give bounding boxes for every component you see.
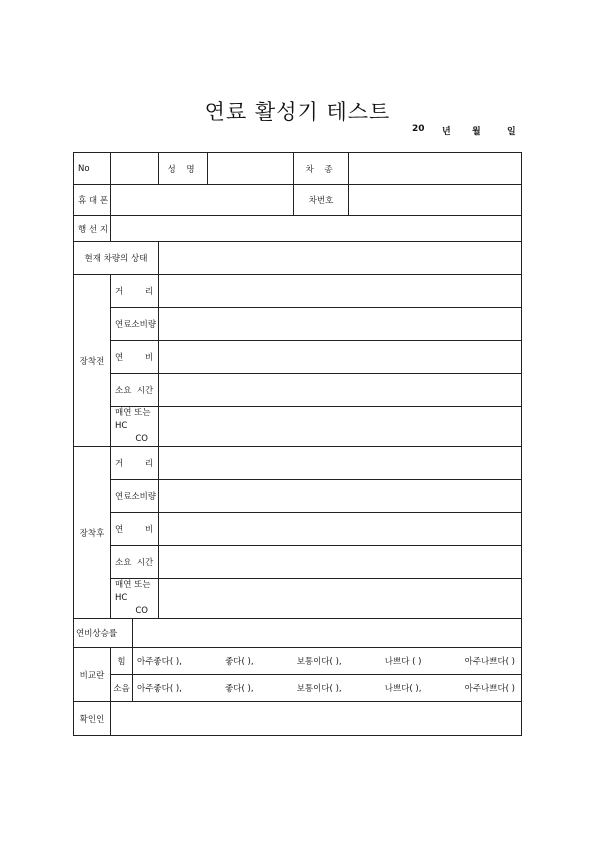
confirm-label: 확인인 bbox=[74, 702, 111, 736]
before-label: 장착전 bbox=[74, 275, 111, 447]
option-normal[interactable]: 보통이다( ), bbox=[296, 684, 342, 694]
page-title: 연료 활성기 테스트 bbox=[204, 100, 391, 124]
option-bad[interactable]: 나쁘다 ( ) bbox=[384, 657, 422, 667]
option-normal[interactable]: 보통이다( ), bbox=[296, 657, 342, 667]
date-year-unit: 년 bbox=[442, 127, 451, 137]
option-very-bad[interactable]: 아주나쁘다( ) bbox=[464, 657, 515, 667]
before-time-field[interactable] bbox=[159, 374, 522, 407]
phone-field[interactable] bbox=[111, 185, 294, 216]
after-emission-line1: 매연 또는 HC bbox=[115, 580, 151, 603]
before-fuel-field[interactable] bbox=[159, 308, 522, 341]
before-efficiency-label: 연 비 bbox=[111, 341, 159, 374]
before-fuel-label: 연료소비량 bbox=[111, 308, 159, 341]
before-emission-field[interactable] bbox=[159, 407, 522, 447]
condition-label: 현재 차량의 상태 bbox=[74, 242, 159, 275]
no-field[interactable] bbox=[111, 153, 159, 185]
compare-label: 비교란 bbox=[74, 648, 111, 702]
before-distance-field[interactable] bbox=[159, 275, 522, 308]
after-efficiency-label: 연 비 bbox=[111, 513, 159, 546]
condition-field[interactable] bbox=[159, 242, 522, 275]
after-emission-label bbox=[111, 579, 159, 619]
efficiency-rate-label: 연비상승률 bbox=[74, 619, 133, 648]
after-fuel-label: 연료소비량 bbox=[111, 480, 159, 513]
date-day-unit: 일 bbox=[507, 127, 516, 137]
compare-power-options[interactable] bbox=[133, 648, 522, 675]
option-good[interactable]: 좋다( ), bbox=[225, 684, 254, 694]
after-label: 장착후 bbox=[74, 447, 111, 619]
after-time-field[interactable] bbox=[159, 546, 522, 579]
after-distance-field[interactable] bbox=[159, 447, 522, 480]
before-emission-line1: 매연 또는 HC bbox=[115, 408, 151, 431]
before-time-label: 소요 시간 bbox=[111, 374, 159, 407]
option-very-good[interactable]: 아주좋다( ), bbox=[137, 684, 182, 694]
car-number-field[interactable] bbox=[349, 185, 522, 216]
no-label: No bbox=[74, 153, 111, 185]
date-month-unit: 월 bbox=[472, 127, 481, 137]
before-emission-label bbox=[111, 407, 159, 447]
after-fuel-field[interactable] bbox=[159, 480, 522, 513]
car-model-label: 차 종 bbox=[294, 153, 349, 185]
phone-label: 휴 대 폰 bbox=[74, 185, 111, 216]
car-number-label: 차번호 bbox=[294, 185, 349, 216]
compare-noise-options[interactable] bbox=[133, 675, 522, 702]
before-distance-label: 거 리 bbox=[111, 275, 159, 308]
car-model-field[interactable] bbox=[349, 153, 522, 185]
name-field[interactable] bbox=[208, 153, 294, 185]
name-label: 성 명 bbox=[159, 153, 208, 185]
address-field[interactable] bbox=[111, 216, 522, 242]
after-emission-line2: CO bbox=[135, 606, 148, 616]
option-good[interactable]: 좋다( ), bbox=[225, 657, 254, 667]
before-efficiency-field[interactable] bbox=[159, 341, 522, 374]
after-time-label: 소요 시간 bbox=[111, 546, 159, 579]
option-very-good[interactable]: 아주좋다( ), bbox=[137, 657, 182, 667]
option-very-bad[interactable]: 아주나쁘다( ) bbox=[464, 684, 515, 694]
date-year: 20 bbox=[412, 124, 425, 134]
efficiency-rate-field[interactable] bbox=[133, 619, 522, 648]
confirm-field[interactable] bbox=[111, 702, 522, 736]
before-emission-line2: CO bbox=[135, 434, 148, 444]
after-efficiency-field[interactable] bbox=[159, 513, 522, 546]
compare-power-label: 힘 bbox=[111, 648, 133, 675]
compare-noise-label: 소음 bbox=[111, 675, 133, 702]
option-bad[interactable]: 나쁘다( ), bbox=[384, 684, 422, 694]
after-emission-field[interactable] bbox=[159, 579, 522, 619]
address-label: 행 선 지 bbox=[74, 216, 111, 242]
fuel-test-form bbox=[73, 152, 522, 736]
after-distance-label: 거 리 bbox=[111, 447, 159, 480]
